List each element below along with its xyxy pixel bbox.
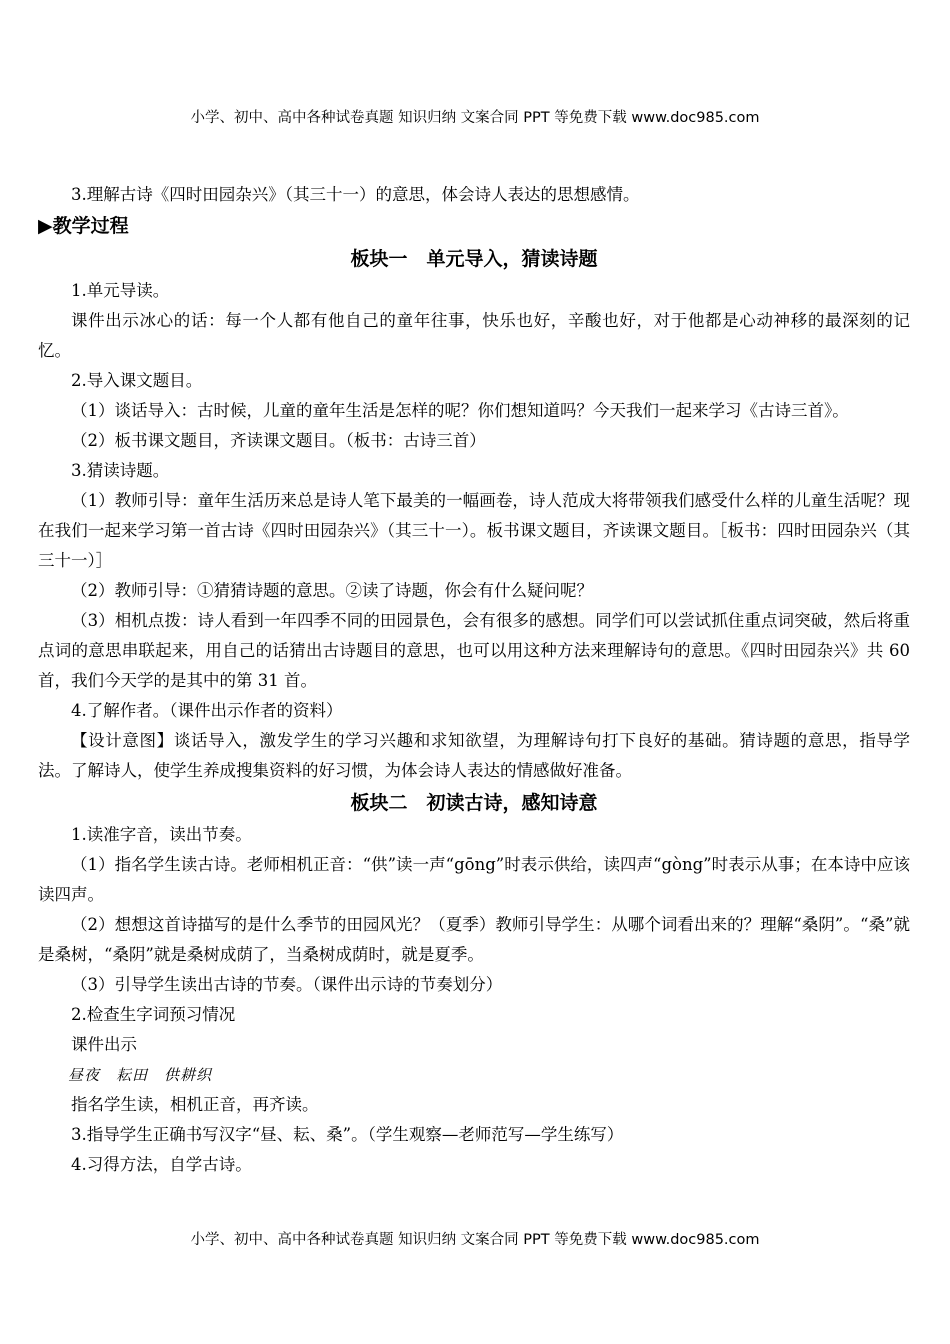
paragraph: 3.指导学生正确书写汉字“昼、耘、桑”。（学生观察—老师范写—学生练写） [71, 1125, 624, 1144]
paragraph: （3）引导学生读出古诗的节奏。（课件出示诗的节奏划分） [71, 975, 503, 994]
section-title: ▶教学过程 [38, 215, 129, 237]
paragraph: （1）谈话导入：古时候，儿童的童年生活是怎样的呢？你们想知道吗？今天我们一起来学习《古诗三首》。 [71, 401, 849, 420]
paragraph: （1）教师引导：童年生活历来总是诗人笔下最美的一幅画卷，诗人范成大将带领我们感受什么样的儿童生活呢？现在我们一起来学习第一首古诗《四时田园杂兴》（其三十一）。板书课文题目，齐读课文题目。［板书：四时田园杂兴（其三十一）］ [38, 491, 910, 570]
page-footer: 小学、初中、高中各种试卷真题 知识归纳 文案合同 PPT 等免费下载 www.doc985.com [190, 1232, 760, 1248]
paragraph: 4.习得方法，自学古诗。 [71, 1155, 252, 1174]
document-body [38, 180, 910, 1180]
paragraph: （3）相机点拨：诗人看到一年四季不同的田园景色，会有很多的感想。同学们可以尝试抓住重点词突破，然后将重点词的意思串联起来，用自己的话猜出古诗题目的意思，也可以用这种方法来理解诗句的意思。《四时田园杂兴》共 60 首，我们今天学的是其中的第 31 首。 [38, 611, 910, 690]
goal-item-3: 3.理解古诗《四时田园杂兴》（其三十一）的意思，体会诗人表达的思想感情。 [71, 185, 640, 204]
design-intent-text: 谈话导入，激发学生的学习兴趣和求知欲望，为理解诗句打下良好的基础。猜诗题的意思，指导学法。了解诗人，使学生养成搜集资料的好习惯，为体会诗人表达的情感做好准备。 [38, 731, 911, 780]
paragraph: 2.导入课文题目。 [71, 371, 203, 390]
design-intent-label: 【设计意图】 [71, 731, 174, 750]
paragraph: 1.单元导读。 [71, 281, 170, 300]
paragraph: （2）想想这首诗描写的是什么季节的田园风光？（夏季）教师引导学生：从哪个词看出来的？理解“桑阴”。“桑”就是桑树，“桑阴”就是桑树成荫了，当桑树成荫时，就是夏季。 [38, 915, 910, 964]
paragraph: 3.猜读诗题。 [71, 461, 170, 480]
paragraph: 课件出示 [71, 1035, 137, 1054]
paragraph: （1）指名学生读古诗。老师相机正音：“供”读一声“gōng”时表示供给，读四声“gòng”时表示从事；在本诗中应该读四声。 [38, 855, 910, 904]
page-header: 小学、初中、高中各种试卷真题 知识归纳 文案合同 PPT 等免费下载 www.doc985.com [190, 110, 760, 126]
block2-title: 板块二 初读古诗，感知诗意 [350, 792, 598, 814]
paragraph: 课件出示冰心的话：每一个人都有他自己的童年往事，快乐也好，辛酸也好，对于他都是心动神移的最深刻的记忆。 [38, 311, 910, 360]
paragraph: 1.读准字音，读出节奏。 [71, 825, 252, 844]
block1-title: 板块一 单元导入，猜读诗题 [350, 248, 598, 270]
paragraph: （2）板书课文题目，齐读课文题目。（板书：古诗三首） [71, 431, 486, 450]
paragraph: 4.了解作者。（课件出示作者的资料） [71, 701, 343, 720]
paragraph: 指名学生读，相机正音，再齐读。 [71, 1095, 319, 1114]
design-intent [38, 726, 910, 786]
vocabulary-words: 昼夜 耘田 供耕织 [68, 1066, 213, 1084]
paragraph: 2.检查生字词预习情况 [71, 1005, 236, 1024]
paragraph: （2）教师引导：①猜猜诗题的意思。②读了诗题，你会有什么疑问呢？ [71, 581, 593, 600]
